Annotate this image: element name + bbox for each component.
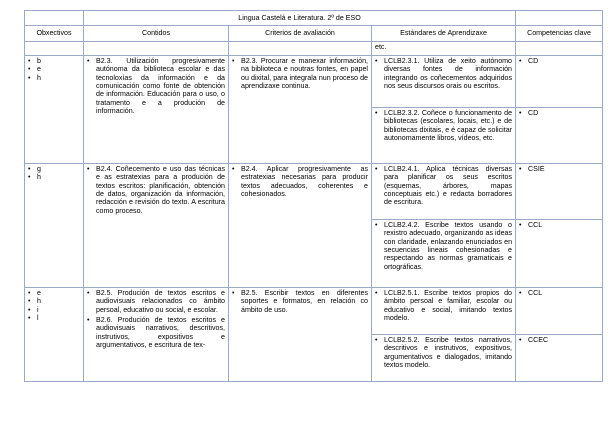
competence-cell: [516, 163, 603, 219]
competence-item: • CD: [519, 109, 599, 117]
content-item: • B2.4. Coñecemento e uso das técnicas e as estratexias para a produción de textos escritos: planificación, obtención de datos, organización da información, redacción e revisión do texto. A escritura como proceso.: [87, 165, 225, 215]
standard-item: • LCLB2.5.1. Escribe textos propios do ámbito persoal e familiar, escolar ou educativo e social, imitando textos modelo.: [375, 289, 512, 323]
competence-cell: [516, 55, 603, 107]
title-spacer: [516, 11, 603, 26]
standard-item: • LCLB2.5.2. Escribe textos narrativos, descritivos e instrutivos, expositivos, argumentativos e dialogados, imitando textos modelo.: [375, 336, 512, 370]
competence-cell: [516, 219, 603, 287]
header-competences: Competencias clave: [516, 26, 603, 41]
standard-cell: [372, 55, 516, 107]
criteria-cell: [229, 163, 372, 287]
competence-item: • CCL: [519, 289, 599, 297]
table-row: [25, 163, 603, 219]
criteria-cell: [229, 55, 372, 163]
header-objectives: Obxectivos: [25, 26, 84, 41]
table-row: [25, 287, 603, 334]
criteria-item: • B2.5. Escribir textos en diferentes soportes e formatos, en relación co ámbito de uso.: [232, 289, 368, 314]
competence-item: • CD: [519, 57, 599, 65]
standard-cell: [372, 219, 516, 287]
standard-item: • LCLB2.4.1. Aplica técnicas diversas para planificar os seus escritos (esquemas, árbores, mapas conceptuais etc.) e redacta borradores de escritura.: [375, 165, 512, 207]
competence-cell: [516, 107, 603, 163]
standard-item: • LCLB2.3.1. Utiliza de xeito autónomo diversas fontes de información integrando os coñecementos adquiridos nos seus discursos orais ou escritos.: [375, 57, 512, 91]
objectives-cell: [25, 55, 84, 163]
content-item: • B2.5. Produción de textos escritos e audiovisuais relacionados co ámbito persoal, educativo ou social, e escolar.: [87, 289, 225, 314]
competence-item: • CCEC: [519, 336, 599, 344]
table-title: Lingua Castelá e Literatura. 2º de ESO: [84, 11, 516, 26]
carryover-standard: etc.: [372, 41, 516, 55]
objective-item: • h: [28, 173, 80, 181]
criteria-item: • B2.4. Aplicar progresivamente as estratexias necesarias para producir textos adecuados, coherentes e cohesionados.: [232, 165, 368, 199]
standard-cell: [372, 334, 516, 381]
objective-item: • g: [28, 165, 80, 173]
header-contents: Contidos: [84, 26, 229, 41]
objective-item: • b: [28, 57, 80, 65]
content-item: • B2.3. Utilización progresivamente autónoma da biblioteca escolar e das tecnoloxías da información e da comunicación como fonte de obtención de información. Educación para o uso, o tratamento e a produción de información.: [87, 57, 225, 116]
standard-cell: [372, 107, 516, 163]
table-row: [25, 55, 603, 107]
standard-cell: [372, 163, 516, 219]
title-row: [25, 11, 603, 26]
objectives-cell: [25, 163, 84, 287]
content-cell: [84, 287, 229, 381]
competence-item: • CSIE: [519, 165, 599, 173]
content-cell: [84, 163, 229, 287]
objective-item: • i: [28, 306, 80, 314]
standard-item: • LCLB2.3.2. Coñece o funcionamento de bibliotecas (escolares, locais, etc.) e de bibliotecas dixitais, e é capaz de solicitar autonomamente libros, vídeos, etc.: [375, 109, 512, 143]
objective-item: • e: [28, 65, 80, 73]
title-corner: [25, 11, 84, 26]
header-standards: Estándares de Aprendizaxe: [372, 26, 516, 41]
content-cell: [84, 55, 229, 163]
competence-cell: [516, 334, 603, 381]
header-criteria: Criterios de avaliación: [229, 26, 372, 41]
content-item: • B2.6. Produción de textos escritos e audiovisuais narrativos, descritivos, instrutivos, expositivos e argumentativos, e escritura de tex-: [87, 316, 225, 350]
objective-item: • h: [28, 297, 80, 305]
standard-item: • LCLB2.4.2. Escribe textos usando o rexistro adecuado, organizando as ideas con claridade, enlazando enunciados en secuencias lineais cohesionadas e respectando as normas gramaticais e ortográficas.: [375, 221, 512, 271]
objective-item: • e: [28, 289, 80, 297]
curriculum-table: [24, 10, 603, 382]
objective-item: • h: [28, 74, 80, 82]
criteria-cell: [229, 287, 372, 381]
carryover-row: [25, 41, 603, 55]
standard-cell: [372, 287, 516, 334]
competence-cell: [516, 287, 603, 334]
header-row: [25, 26, 603, 41]
objectives-cell: [25, 287, 84, 381]
objective-item: • l: [28, 314, 80, 322]
competence-item: • CCL: [519, 221, 599, 229]
criteria-item: • B2.3. Procurar e manexar información, na biblioteca e noutras fontes, en papel ou dixital, para integrala nun proceso de aprendizaxe continua.: [232, 57, 368, 91]
